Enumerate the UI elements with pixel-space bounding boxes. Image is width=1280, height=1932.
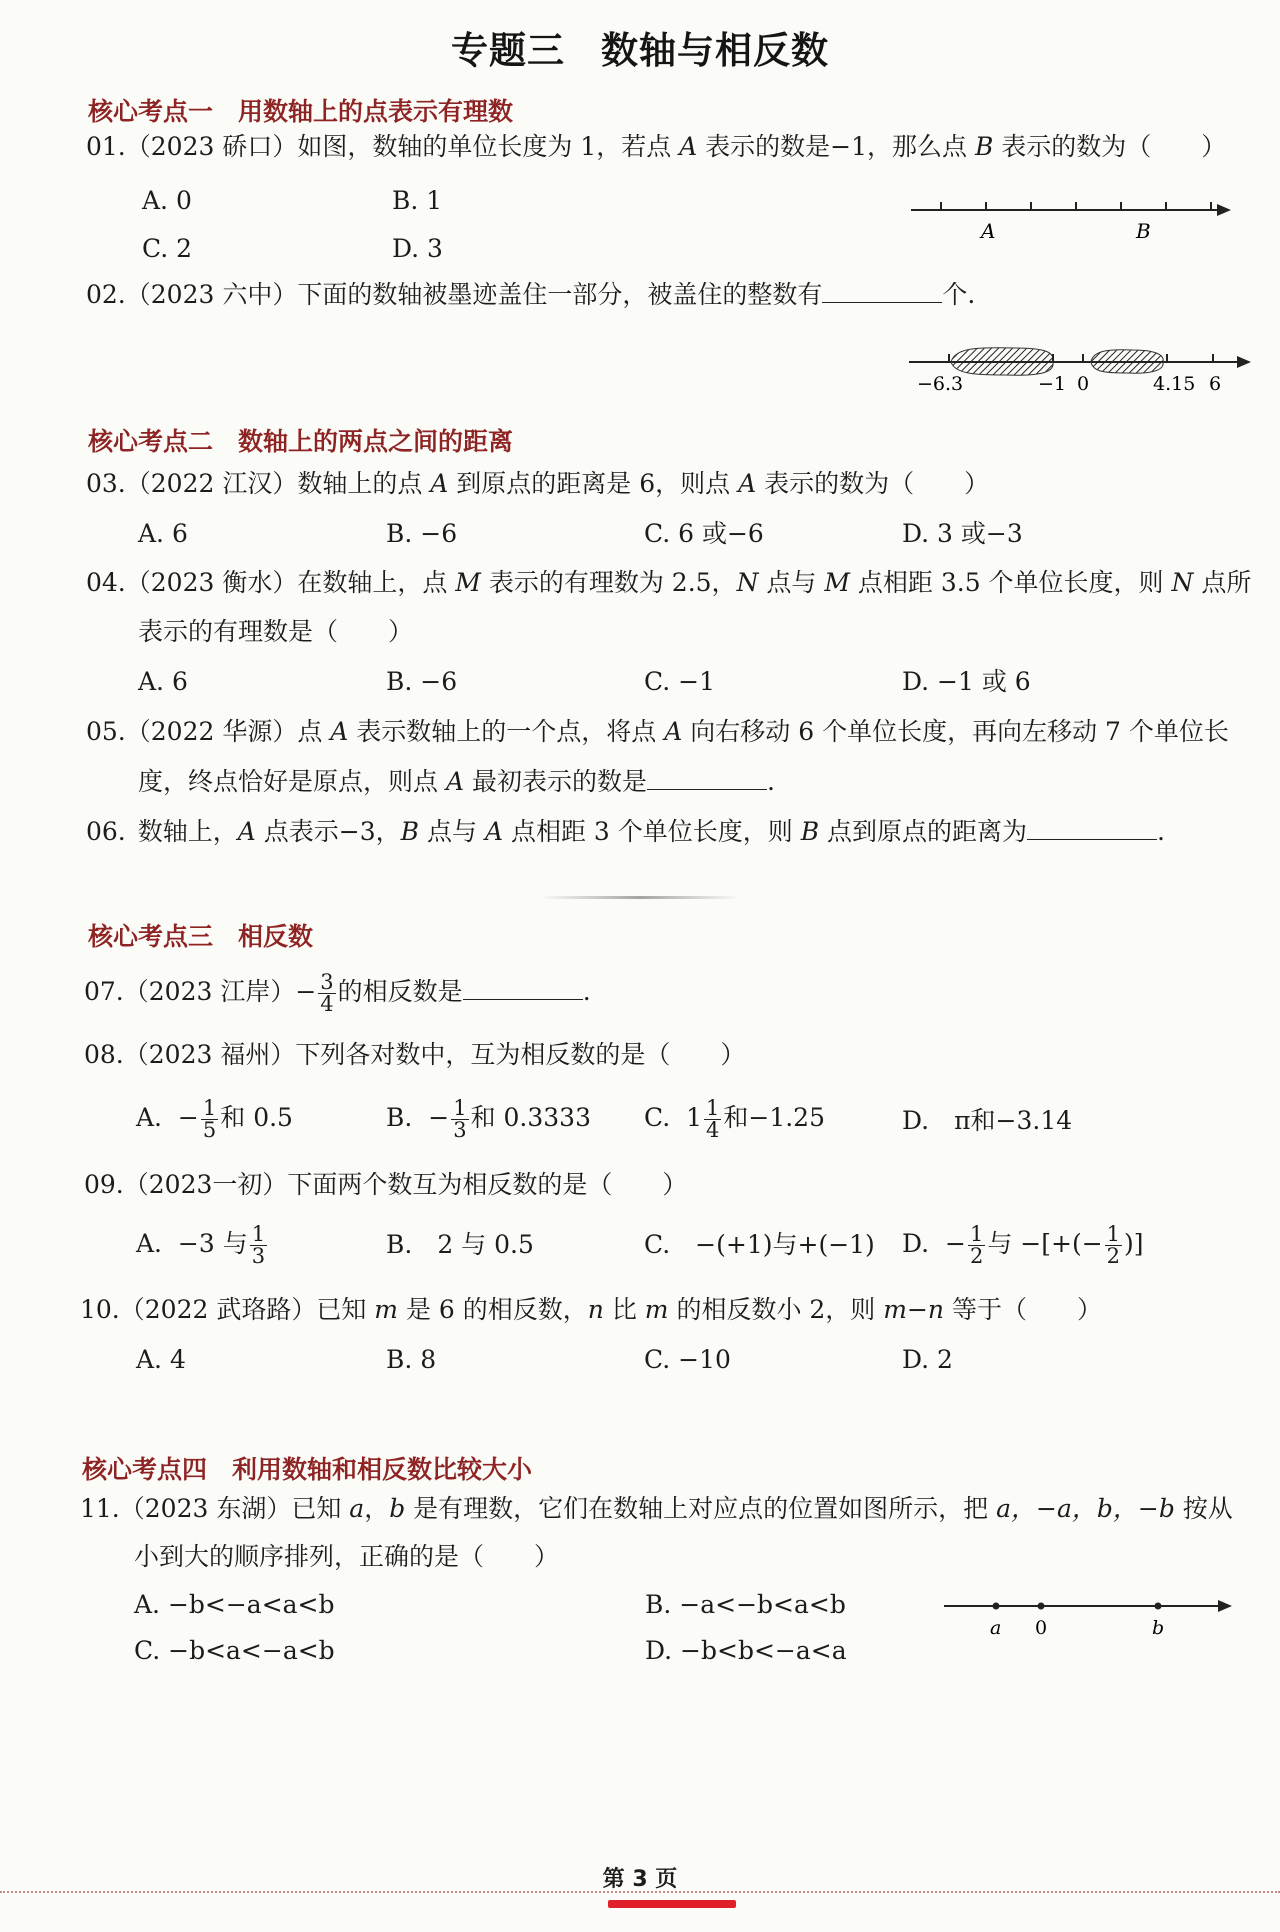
option-text: 和 0.5 [220, 1103, 293, 1132]
variable: N [1171, 568, 1194, 597]
question-text: 向右移动 6 个单位长度，再向左移动 7 个单位长 [682, 717, 1229, 746]
question-10 [80, 1295, 1102, 1325]
question-text: 的相反数小 2，则 [668, 1295, 884, 1324]
question-09 [84, 1170, 687, 1200]
question-source: （2023 福州） [123, 1040, 296, 1069]
numerator: 1 [202, 1096, 217, 1120]
numerator: 1 [453, 1096, 467, 1120]
question-source: （2023 江岸） [123, 977, 296, 1006]
question-text: 点与 [758, 568, 825, 597]
variable: A [445, 767, 465, 796]
question-text: 点 [297, 717, 331, 746]
option-label: D. [902, 1229, 930, 1258]
question-number: 04. [86, 568, 126, 597]
point-label: B [1136, 219, 1151, 243]
numerator: 3 [320, 970, 334, 994]
question-text: 表示数轴上的一个点，将点 [348, 717, 665, 746]
numerator: 1 [969, 1222, 984, 1246]
question-text: 下列各对数中，互为相反数的是（ ） [295, 1040, 746, 1069]
answer-blank[interactable] [463, 977, 583, 1000]
question-11 [80, 1494, 1233, 1524]
question-05-line2 [138, 767, 775, 797]
number-line-q02 [905, 342, 1255, 398]
variable: B [800, 817, 820, 846]
option-c: C. 6 或−6 [644, 519, 764, 548]
question-text: 下面的数轴被墨迹盖住一部分，被盖住的整数有 [297, 280, 823, 309]
option-a [136, 1098, 293, 1141]
option-d: D. 3 或−3 [902, 519, 1023, 548]
option-b: B. −a<−b<a<b [645, 1590, 846, 1619]
footer-divider [0, 1891, 1280, 1897]
question-number: 03. [86, 469, 126, 498]
variable: M [455, 568, 481, 597]
fraction [1105, 1224, 1122, 1267]
question-text: 个. [942, 280, 976, 309]
tick-label: 4.15 [1153, 373, 1196, 395]
question-source: （2023 衡水） [125, 568, 298, 597]
option-c: C. −1 [644, 667, 715, 696]
question-text: 下面两个数互为相反数的是（ ） [287, 1170, 688, 1199]
fraction [704, 1098, 721, 1141]
option-text: 与 −[+(− [987, 1229, 1103, 1258]
minus-sign: − [428, 1103, 450, 1132]
variable: B [400, 817, 420, 846]
option-text: 和−1.25 [723, 1103, 825, 1132]
answer-blank[interactable] [822, 280, 942, 303]
number-line-q01 [905, 188, 1235, 248]
question-01 [86, 132, 1226, 162]
question-text: 点与 [419, 817, 485, 846]
question-number: 02. [86, 280, 126, 309]
variable: M [824, 568, 850, 597]
question-text: 到原点的距离是 6，则点 [448, 469, 739, 498]
variable: A [237, 817, 256, 846]
page-marker-bar [608, 1900, 736, 1908]
variable: m [374, 1295, 399, 1324]
question-number: 11. [80, 1494, 120, 1523]
question-03 [86, 469, 989, 499]
question-text: 等于（ ） [944, 1295, 1102, 1324]
option-b: B. 1 [392, 186, 443, 215]
question-text: 点相距 3.5 个单位长度，则 [849, 568, 1172, 597]
variable: N [736, 568, 759, 597]
fraction [250, 1224, 267, 1267]
question-text: 是 6 的相反数， [398, 1295, 588, 1324]
denominator: 3 [251, 1244, 266, 1268]
variable: n [587, 1295, 604, 1324]
minus-sign: − [177, 1103, 199, 1132]
option-c [644, 1098, 825, 1141]
fraction [201, 1098, 218, 1141]
question-text: 数轴上， [137, 817, 238, 846]
variable: A [738, 469, 757, 498]
question-text: 按从 [1174, 1494, 1233, 1523]
option-label: A. [136, 1103, 163, 1132]
question-text: 数轴上的点 [297, 469, 431, 498]
option-label: C. [644, 1103, 671, 1132]
question-number: 07. [84, 977, 124, 1006]
option-a: A. 0 [142, 186, 192, 215]
question-source: （2023 六中） [125, 280, 298, 309]
question-text: 如图，数轴的单位长度为 1，若点 [297, 132, 680, 161]
tick-label: −6.3 [917, 373, 964, 395]
question-source: （2023 东湖） [119, 1494, 292, 1523]
option-d: D. 2 [902, 1345, 953, 1374]
question-source: （2023 硚口） [125, 132, 298, 161]
section-heading-3: 核心考点三 相反数 [88, 922, 314, 951]
fraction [451, 1098, 468, 1141]
denominator: 3 [453, 1118, 467, 1142]
option-c: C. 2 [142, 234, 193, 263]
variable: A [430, 469, 449, 498]
question-number: 01. [86, 132, 126, 161]
question-text: 表示的有理数为 2.5， [480, 568, 737, 597]
numerator: 1 [1106, 1222, 1121, 1246]
option-b [386, 1098, 591, 1141]
option-a: A. 4 [136, 1345, 186, 1374]
question-text: 点相距 3 个单位长度，则 [503, 817, 801, 846]
question-text: 表示的数为（ ） [993, 132, 1227, 161]
variable-list: a，−a，b，−b [996, 1494, 1175, 1523]
scan-smudge [540, 896, 740, 899]
question-text: 表示的数为（ ） [756, 469, 990, 498]
option-a: A. −b<−a<a<b [134, 1590, 335, 1619]
question-02 [86, 280, 975, 310]
option-label: A. [136, 1229, 163, 1258]
answer-blank[interactable] [647, 767, 767, 790]
whole-number: 1 [686, 1103, 702, 1132]
point-label: b [1152, 1617, 1165, 1639]
numerator: 1 [251, 1222, 266, 1246]
question-text: 的相反数是 [337, 977, 463, 1006]
title-topic: 专题三 [451, 29, 565, 72]
question-source: （2022 华源） [125, 717, 298, 746]
question-text: . [1157, 817, 1165, 846]
option-d: D. −b<b<−a<a [645, 1636, 847, 1665]
question-source: （2022 武珞路） [119, 1295, 317, 1324]
point-label: A [981, 219, 996, 243]
numerator: 1 [706, 1096, 720, 1120]
option-d: D. 3 [392, 234, 443, 263]
question-11-line2: 小到大的顺序排列，正确的是（ ） [134, 1542, 560, 1571]
question-text: 表示的数是−1，那么点 [697, 132, 975, 161]
option-b: B. −6 [386, 519, 458, 548]
question-number: 10. [80, 1295, 120, 1324]
question-04-line2: 表示的有理数是（ ） [138, 617, 414, 646]
question-text: . [766, 767, 775, 796]
title-subject: 数轴与相反数 [601, 29, 829, 72]
option-a: A. 6 [138, 667, 188, 696]
question-number: 05. [86, 717, 126, 746]
variable: a [349, 1494, 365, 1523]
option-b: B. 8 [386, 1345, 437, 1374]
section-heading-2: 核心考点二 数轴上的两点之间的距离 [88, 427, 514, 456]
variable: b [389, 1494, 406, 1523]
question-source: （2023一初） [123, 1170, 288, 1199]
question-text: . [582, 977, 591, 1006]
question-text: 在数轴上，点 [297, 568, 456, 597]
option-c: C. −10 [644, 1345, 731, 1374]
variable: A [664, 717, 683, 746]
question-text: 点所 [1193, 568, 1252, 597]
point-label: 0 [1035, 1617, 1048, 1639]
question-text: ， [364, 1494, 390, 1523]
question-text: 度，终点恰好是原点，则点 [138, 767, 446, 796]
minus-sign: − [945, 1229, 966, 1258]
option-text: 和 0.3333 [470, 1103, 591, 1132]
page-title [0, 20, 1280, 74]
tick-label: 6 [1209, 373, 1222, 395]
question-text: 已知 [291, 1494, 350, 1523]
question-04 [86, 568, 1251, 598]
answer-blank[interactable] [1027, 817, 1157, 840]
question-text: 点到原点的距离为 [819, 817, 1028, 846]
option-b: B. 2 与 0.5 [386, 1230, 534, 1259]
minus-sign: − [295, 977, 317, 1006]
point-label: a [990, 1617, 1002, 1639]
tick-label: −1 [1038, 373, 1067, 395]
section-heading-4: 核心考点四 利用数轴和相反数比较大小 [82, 1455, 533, 1484]
fraction [968, 1224, 985, 1267]
question-text: 最初表示的数是 [464, 767, 647, 796]
denominator: 5 [202, 1118, 217, 1142]
question-08 [84, 1040, 745, 1070]
question-06 [86, 817, 1165, 847]
question-text: 已知 [316, 1295, 375, 1324]
denominator: 4 [320, 992, 334, 1016]
option-d: D. −1 或 6 [902, 667, 1031, 696]
section-heading-1: 核心考点一 用数轴上的点表示有理数 [88, 97, 514, 126]
denominator: 2 [969, 1244, 984, 1268]
option-d: D. π和−3.14 [902, 1106, 1073, 1135]
question-number: 06. [86, 817, 126, 846]
question-number: 09. [84, 1170, 124, 1199]
option-a: A. 6 [138, 519, 188, 548]
option-text: −3 与 [177, 1229, 248, 1258]
question-number: 08. [84, 1040, 124, 1069]
variable: A [484, 817, 503, 846]
option-c: C. −b<a<−a<b [134, 1636, 335, 1665]
option-label: B. [386, 1103, 413, 1132]
variable: A [679, 132, 698, 161]
fraction [318, 972, 335, 1015]
tick-label: 0 [1077, 373, 1090, 395]
variable: m [644, 1295, 669, 1324]
variable: B [974, 132, 994, 161]
option-a [136, 1224, 269, 1267]
question-text: 点表示−3， [255, 817, 401, 846]
page-number: 第 3 页 [602, 1867, 678, 1892]
option-c: C. −(+1)与+(−1) [644, 1230, 875, 1259]
option-b: B. −6 [386, 667, 458, 696]
number-line-q11 [940, 1590, 1240, 1644]
question-source: （2022 江汉） [125, 469, 298, 498]
variable: A [330, 717, 349, 746]
denominator: 2 [1106, 1244, 1121, 1268]
option-d [902, 1224, 1144, 1267]
question-text: 是有理数，它们在数轴上对应点的位置如图所示，把 [405, 1494, 997, 1523]
denominator: 4 [706, 1118, 720, 1142]
variable: m−n [883, 1295, 945, 1324]
question-07 [84, 972, 591, 1015]
option-text: )] [1124, 1229, 1144, 1258]
question-05 [86, 717, 1229, 747]
question-text: 比 [603, 1295, 645, 1324]
